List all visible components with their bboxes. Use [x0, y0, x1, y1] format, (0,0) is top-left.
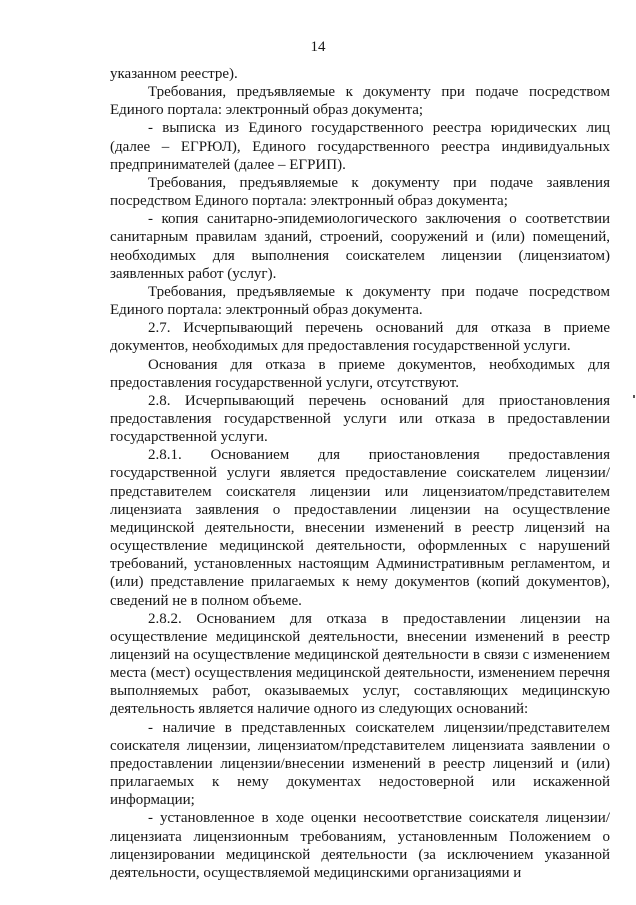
page-number: 14 [310, 39, 326, 55]
paragraph: 2.8. Исчерпывающий перечень оснований для приостановления предоставления государственной услуги или отказа в предоставлении государственной услуги. [110, 392, 610, 446]
document-body [110, 65, 610, 882]
scan-edge-mark [633, 395, 635, 398]
paragraph: указанном реестре). [110, 66, 238, 82]
paragraph: Требования, предъявляемые к документу при подаче посредством Единого портала: электронный образ документа; [110, 84, 610, 119]
paragraph: - выписка из Единого государственного реестра юридических лиц (далее – ЕГРЮЛ), Единого государственного реестра индивидуальных предпринимателей (далее – ЕГРИП). [110, 120, 610, 173]
paragraph: - копия санитарно-эпидемиологического заключения о соответствии санитарным правилам зданий, строений, сооружений и (или) помещений, необходимых для выполнения соискателем лицензии (лицензиатом) заявленных работ (услуг). [110, 211, 610, 282]
paragraph: Требования, предъявляемые к документу при подаче посредством Единого портала: электронный образ документа. [110, 283, 610, 319]
paragraph: 2.7. Исчерпывающий перечень оснований для отказа в приеме документов, необходимых для предоставления государственной услуги. [110, 320, 610, 355]
paragraph: - наличие в представленных соискателем лицензии/представителем соискателя лицензии, лицензиатом/представителем лицензиата заявлении о предоставлении лицензии/внесении изменений в реестр лицензий и (или) прилагаемых к нему документах недостоверной или искаженной информации; [110, 719, 610, 809]
paragraph: 2.8.2. Основанием для отказа в предоставлении лицензии на осуществление медицинской деятельности, внесении изменений в реестр лицензий на осуществление медицинской деятельности в связи с изменением места (мест) осуществления медицинской деятельности, изменением перечня выполняемых работ, оказываемых услуг, составляющих медицинскую деятельность является наличие одного из следующих оснований: [110, 610, 610, 718]
paragraph: Требования, предъявляемые к документу при подаче заявления посредством Единого портала: электронный образ документа; [110, 174, 610, 210]
paragraph: - установленное в ходе оценки несоответствие соискателя лицензии/лицензиата лицензионным требованиям, установленным Положением о лицензировании медицинской деятельности (за исключением указанной деятельности, осуществляемой медицинскими организациями и [110, 810, 610, 881]
paragraph: Основания для отказа в приеме документов, необходимых для предоставления государственной услуги, отсутствуют. [110, 356, 610, 391]
paragraph: 2.8.1. Основанием для приостановления предоставления государственной услуги является предоставление соискателем лицензии/представителем соискателя лицензии или лицензиатом/представителем лицензиата заявления о предоставлении лицензии на осуществление медицинской деятельности, внесении изменений в реестр лицензий на осуществление медицинской деятельности, оформленных с нарушений требований, установленных настоящим Административным регламентом, и (или) представление прилагаемых к нему документов (копий документов), сведений не в полном объеме. [110, 447, 610, 609]
